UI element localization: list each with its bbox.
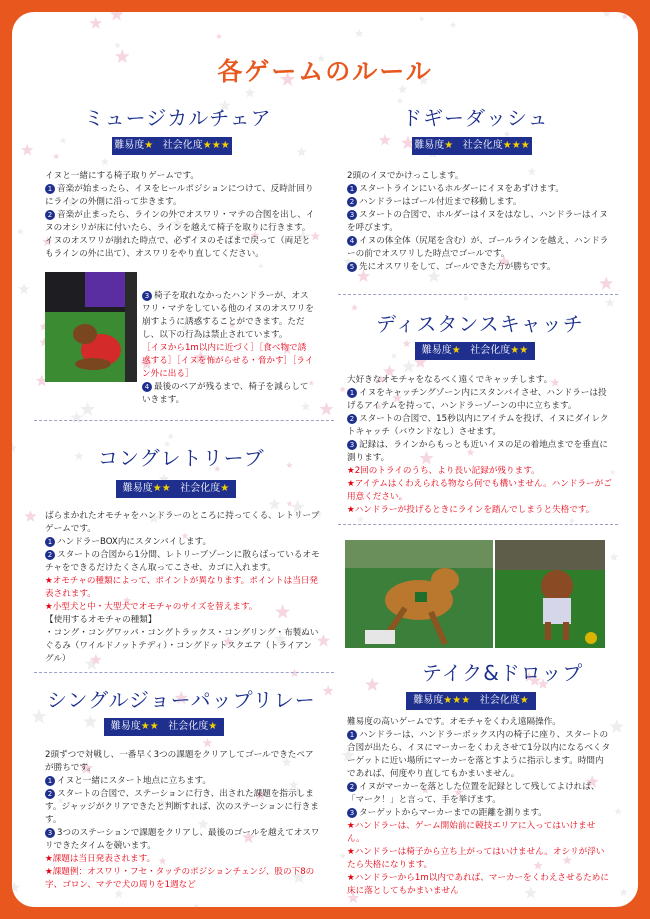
body-take-drop: 難易度の高いゲームです。オモチャをくわえ遠隔操作。 1 ハンドラーは、ハンドラーボックス内の椅子に座り、スタートの合図が出たら、イヌにマーカーをくわえさせて1分以内になるべくターゲットに近い場所にマーカーを落とすように指示します。時間内であれば、何度やり直してもかまいません。 2 イヌがマーカーを落とした位置を記録として残してよければ、「マーク！」と言って、手を挙げます。 3 ターゲットからマーカーまでの距離を測ります。 ★ハンドラーは、ゲーム開始前に競技エリアに入ってはいけません。 ★ハンドラーは椅子から立ち上がってはいけません。オシリが浮いたら失格になります。 ★ハンドラーから1m以内であれば、マーカーをくわえさせるために床に落としてもかまいません [347, 717, 611, 896]
badge-take-drop: 難易度★★★ 社会化度★ [406, 692, 536, 710]
title-distance-catch: ディスタンスキャッチ [376, 312, 584, 336]
rules-page [12, 12, 638, 907]
badge-distance-catch: 難易度★ 社会化度★★ [415, 342, 535, 360]
badge-cong-retrieve: 難易度★★ 社会化度★ [116, 480, 236, 498]
social-stars: ★★★ [202, 140, 230, 151]
body-single-jaw: 2頭ずつで対戦し、一番早く3つの課題をクリアしてゴールできたペアが勝ちです。 1 イヌと一緒にスタート地点に立ちます。 2 スタートの合図で、ステーションに行き、出された課題を指示します。ジャッジがクリアできたと判断すれば、次のステーションに行きます。 3 3つのステーションで課題をクリアし、最後のゴールを越えてオスワリできたタイムを競います。 ★課題は当日発表されます。 ★課題例：オスワリ・フセ・タッテのポジションチェンジ、股の下8の字、ゴロン、マテで犬の周りを1週など [45, 750, 320, 890]
body-cong-retrieve: ばらまかれたオモチャをハンドラーのところに持ってくる、レトリーブゲームです。 1 ハンドラーBOX内にスタンバイします。 2 スタートの合図から1分間、レトリーブゾーンに散らばっているオモチャをできるだけたくさん取ってこさせ、カゴに入れます。 ★オモチャの種類によって、ポイントが異なります。ポイントは当日発表されます。 ★小型犬と中・大型犬でオモチャのサイズを替えます。 【使用するオモチャの種類】 ・コング・コングワッパ・コングトラックス・コングリング・布製ぬいぐるみ（ワイルドノットテディ）・コングドットスクエア（トライアングル） [45, 511, 320, 664]
photo-distance-catch [345, 540, 493, 648]
page-title: 各ゲームのルール [217, 57, 433, 86]
title-cong-retrieve: コングレトリーブ [98, 446, 265, 470]
body-musical-chair: イヌと一緒にする椅子取りゲームです。 1 音楽が始まったら、イヌをヒールポジションにつけて、反時計回りにラインの外側に沿って歩きます。 2 音楽が止まったら、ラインの外でオスワリ・マテの合図を出し、イヌのオシリが床に付いたら、ラインを越えて椅子を取りに行きます。イヌのオスワリが崩れた時点で、必ずイヌのそばまで戻って（両足ともラインの外に出て）、オスワリをやり直してください。 [45, 171, 315, 259]
body-distance-catch: 大好きなオモチャをなるべく遠くでキャッチします。 1 イヌをキャッチングゾーン内にスタンバイさせ、ハンドラーは投げるアイテムを持って、ハンドラーゾーンの中に立ちます。 2 スタートの合図で、15秒以内にアイテムを投げ、イヌにダイレクトキャッチ（バウンドなし）させます。 3 記録は、ラインからもっとも近いイヌの足の着地点までを垂直に測ります。 ★2回のトライのうち、より長い記録が残ります。 ★アイテムはくわえられる物なら何でも構いません。ハンドラーがご用意ください。 ★ハンドラーが投げるときにラインを踏んでしまうと失格です。 [347, 375, 612, 515]
title-musical-chair: ミュージカルチェア [84, 106, 272, 130]
badge-musical-chair: 難易度★ 社会化度★★★ [112, 137, 232, 155]
badge-doggie-dash: 難易度★ 社会化度★★★ [412, 137, 532, 155]
divider [34, 420, 334, 421]
badge-single-jaw: 難易度★★ 社会化度★ [104, 718, 224, 736]
body-musical-chair-2: 3 椅子を取れなかったハンドラーが、オスワリ・マテをしている他のイヌのオスワリを崩すように誘惑することができます。ただし、以下の行為は禁止されています。 ［イヌから1m以内に近づく］［食べ物で誘惑する］［イヌを怖がらせる・脅かす］［ライン外に出る］ 4 最後のペアが残るまで、椅子を減らしていきます。 [142, 291, 314, 405]
title-take-drop: テイク&ドロップ [422, 661, 584, 685]
forbidden-actions: ［イヌから1m以内に近づく］［食べ物で誘惑する］［イヌを怖がらせる・脅かす］［ライン外に出る］ [142, 343, 314, 379]
title-doggie-dash: ドギーダッシュ [402, 106, 549, 130]
photo-musical-chair [45, 272, 137, 382]
title-single-jaw: シングルジョーパップリレー [47, 688, 316, 712]
difficulty-stars: ★ [144, 140, 154, 151]
divider [338, 524, 618, 525]
body-doggie-dash: 2頭のイヌでかけっこします。 1 スタートラインにいるホルダーにイヌをあずけます。 2 ハンドラーはゴール付近まで移動します。 3 スタートの合図で、ホルダーはイヌをはなし、ハンドラーはイヌを呼びます。 4 イヌの体全体（尻尾を含む）が、ゴールラインを越え、ハンドラーの前でオスワリした時点でゴールです。 5 先にオスワリをして、ゴールできた方が勝ちです。 [347, 171, 609, 272]
divider [338, 294, 618, 295]
photo-take-drop [495, 540, 605, 648]
divider [34, 672, 334, 673]
